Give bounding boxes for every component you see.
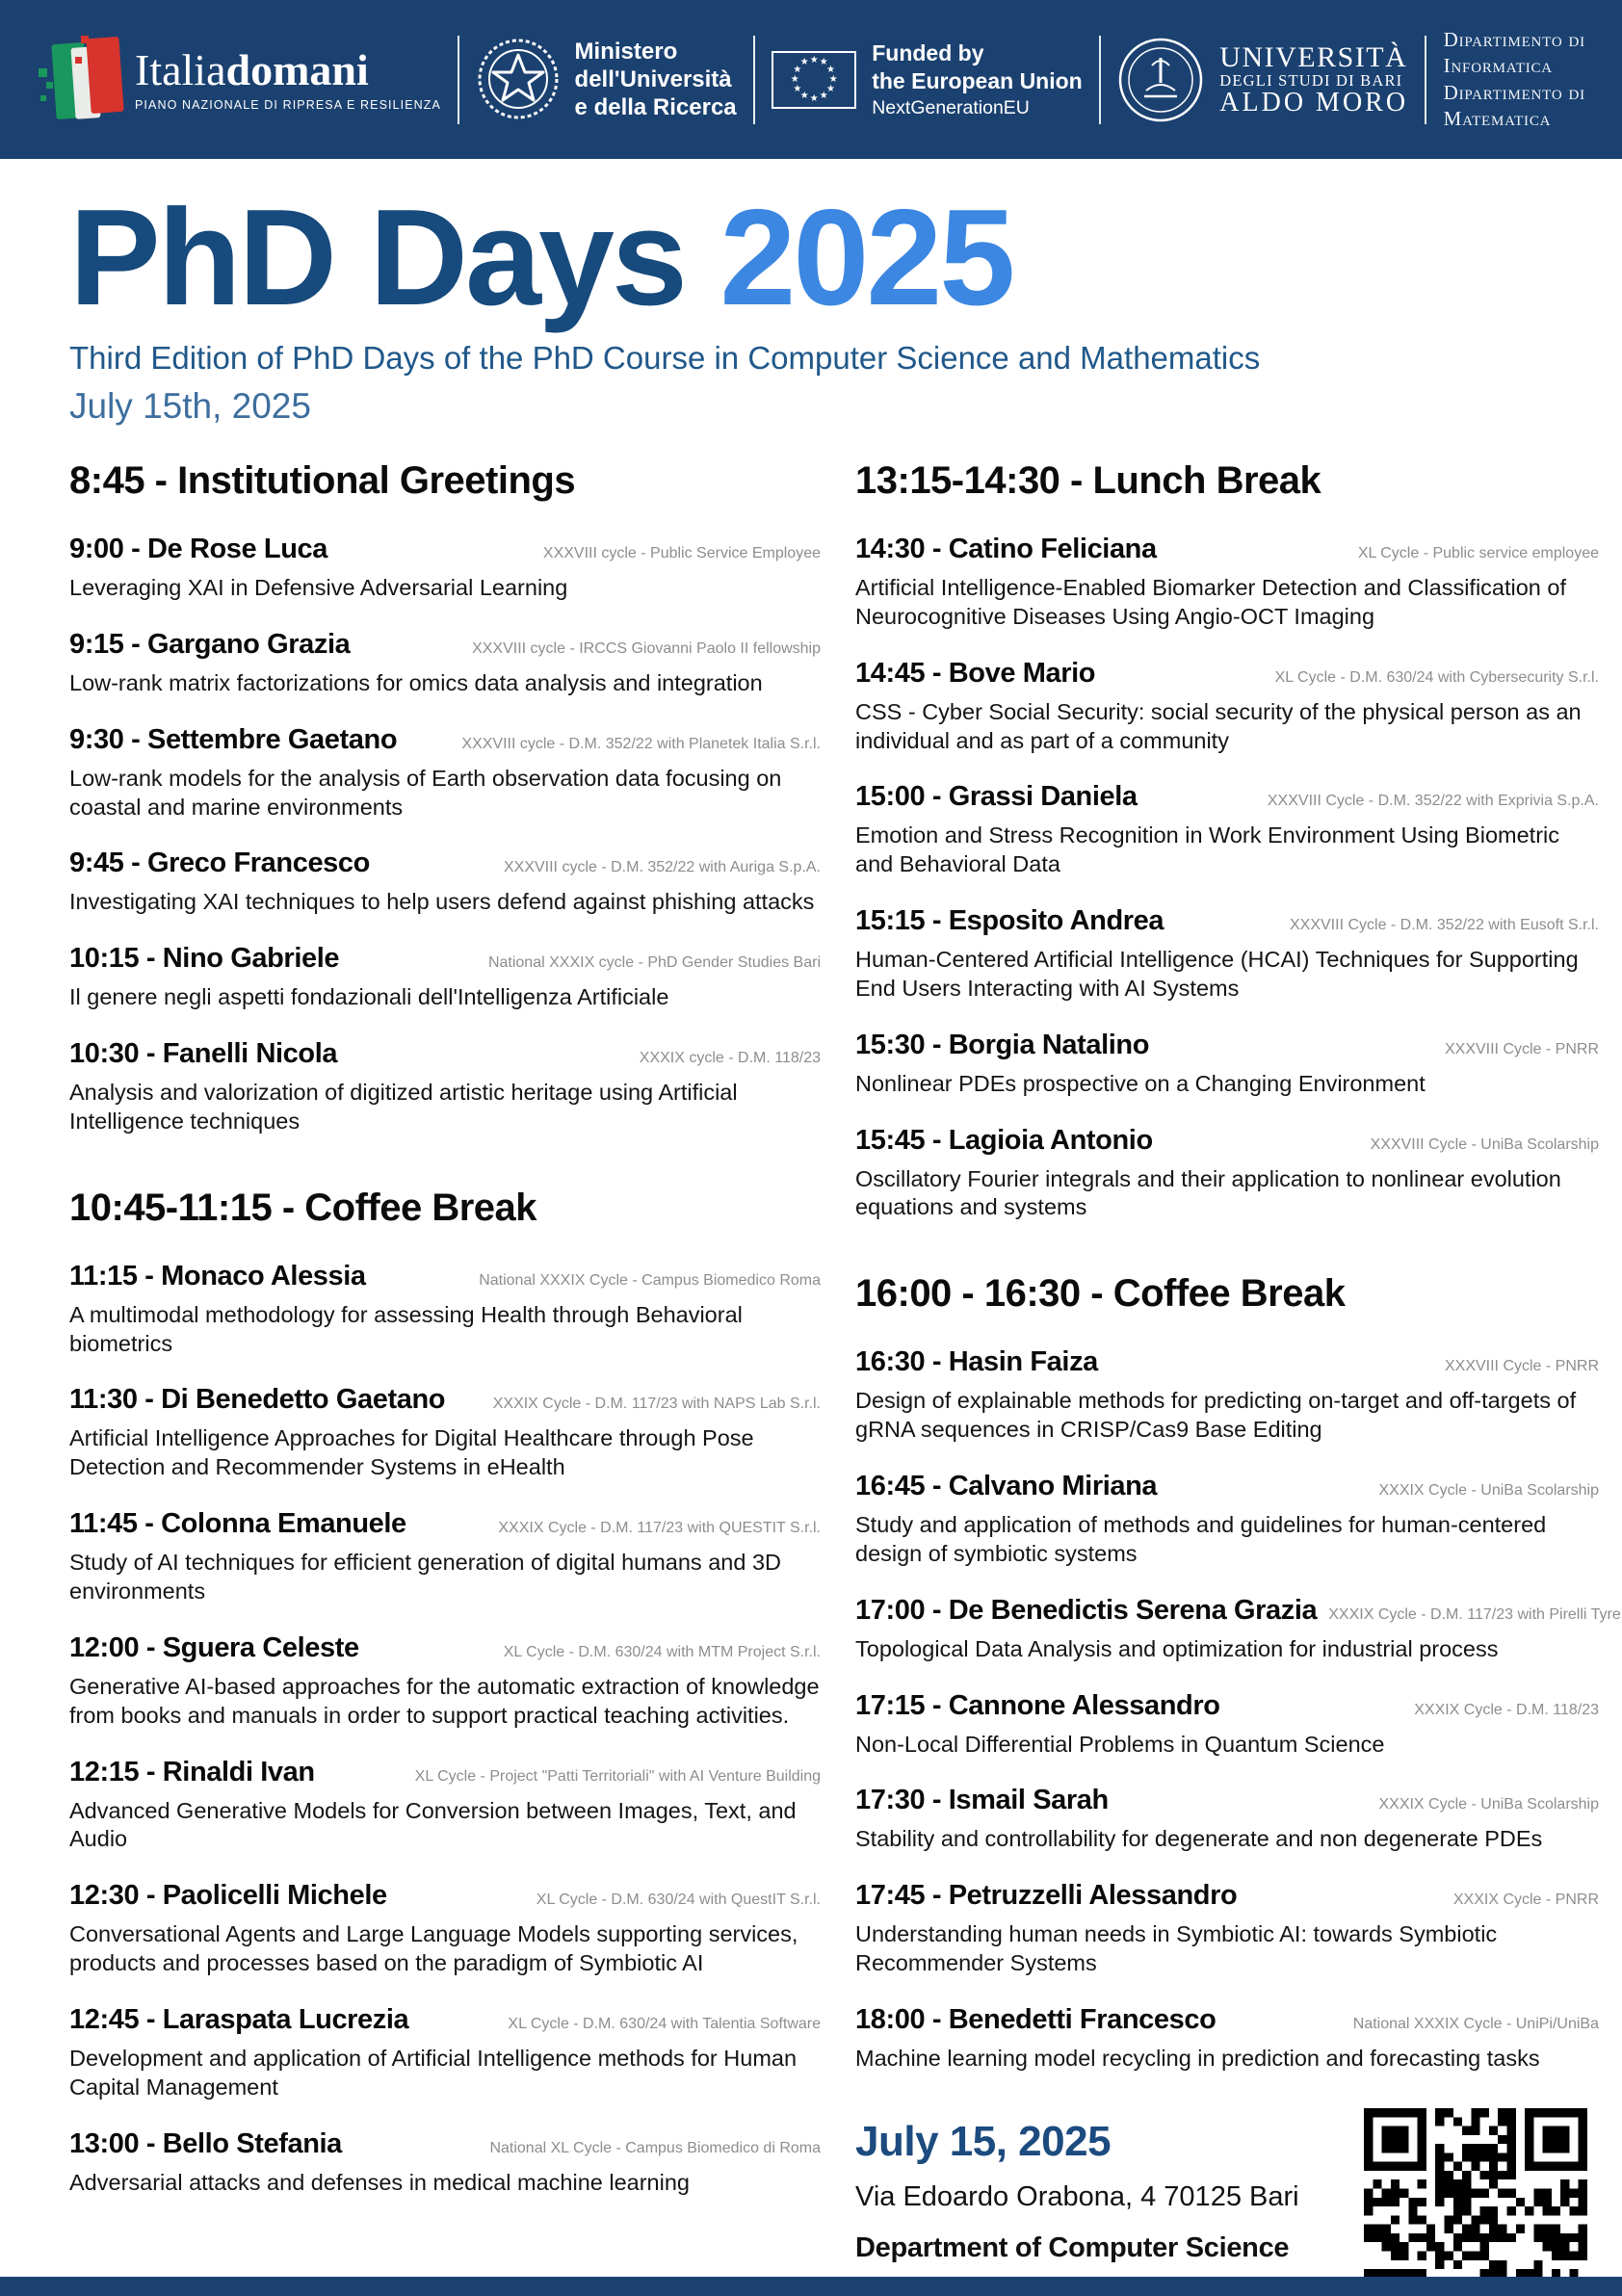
- schedule-entry: [69, 1508, 821, 1606]
- entry-talk-title: Stability and controllability for degenerate and non degenerate PDEs: [855, 1826, 1543, 1852]
- schedule-entry: [855, 1346, 1599, 1445]
- schedule-entry: [69, 1757, 821, 1855]
- schedule-entry: [69, 629, 821, 698]
- entry-time-name: 16:30 - Hasin Faiza: [855, 1346, 1098, 1378]
- entry-header-row: [69, 1261, 821, 1292]
- italiadomani-flag-icon: [37, 36, 119, 124]
- uniba-logo: [1117, 37, 1408, 123]
- entry-header-row: [855, 905, 1599, 937]
- entry-time-name: 14:30 - Catino Feliciana: [855, 534, 1157, 564]
- schedule-entry: [69, 534, 821, 603]
- entry-talk-title: Low-rank models for the analysis of Earth observation data focusing on coastal and marine environments: [69, 765, 782, 820]
- footer-bar: [0, 2277, 1622, 2296]
- entry-header-row: [855, 1346, 1599, 1378]
- schedule-entry: [69, 2128, 821, 2198]
- institutional-banner: [0, 0, 1622, 159]
- entry-cycle-label: XXXIX Cycle - UniBa Scolarship: [1378, 1481, 1599, 1499]
- schedule-section: [855, 1272, 1621, 2073]
- entry-cycle-label: XL Cycle - Project "Patti Territoriali" with AI Venture Building: [414, 1767, 821, 1785]
- entry-time-name: 18:00 - Benedetti Francesco: [855, 2003, 1216, 2035]
- entry-cycle-label: XXXIX Cycle - D.M. 117/23 with QUESTIT S.r.l.: [498, 1520, 821, 1537]
- entry-cycle-label: National XXXIX cycle - PhD Gender Studies Bari: [487, 954, 821, 972]
- eu-star-icon: ★: [826, 64, 836, 75]
- banner-divider: [753, 36, 755, 124]
- banner-divider: [1099, 36, 1101, 124]
- entry-header-row: [69, 534, 821, 565]
- schedule-entry: [69, 943, 821, 1012]
- venue-department: Department of Computer Science: [855, 2231, 1290, 2263]
- section-entries: [855, 1346, 1621, 2073]
- eu-funding-logo: [772, 39, 1083, 118]
- entry-cycle-label: XXXIX cycle - D.M. 118/23: [639, 1050, 821, 1067]
- entry-header-row: [69, 1038, 821, 1070]
- page-subtitle: Third Edition of PhD Days of the PhD Course in Computer Science and Mathematics: [69, 340, 1261, 376]
- schedule-entry: [69, 724, 821, 822]
- ministero-logo: [477, 38, 737, 122]
- entry-time-name: 9:15 - Gargano Grazia: [69, 628, 351, 660]
- entry-header-row: [855, 781, 1599, 813]
- banner-divider: [1425, 36, 1426, 124]
- entry-time-name: 17:30 - Ismail Sarah: [855, 1785, 1109, 1816]
- entry-header-row: [855, 658, 1599, 690]
- entry-cycle-label: XXXVIII cycle - Public Service Employee: [542, 545, 821, 561]
- entry-header-row: [69, 1384, 821, 1416]
- entry-cycle-label: XXXIX Cycle - D.M. 117/23 with NAPS Lab S.r.l.: [492, 1396, 821, 1413]
- entry-cycle-label: XXXIX Cycle - D.M. 117/23 with Pirelli Tyre: [1328, 1605, 1621, 1623]
- entry-cycle-label: XXXVIII Cycle - D.M. 352/22 with Eusoft S.r.l.: [1289, 917, 1599, 934]
- entry-talk-title: Artificial Intelligence Approaches for Digital Healthcare through Pose Detection and Recommender Systems in eHealth: [69, 1425, 754, 1480]
- entry-time-name: 14:45 - Bove Mario: [855, 657, 1096, 689]
- schedule-entry: [69, 2004, 821, 2102]
- entry-cycle-label: XXXVIII Cycle - UniBa Scolarship: [1370, 1135, 1599, 1153]
- ministero-text: Ministero dell'Università e della Ricerca: [574, 38, 737, 121]
- banner-divider: [458, 36, 459, 124]
- entry-header-row: [69, 724, 821, 756]
- entry-time-name: 10:30 - Fanelli Nicola: [69, 1038, 338, 1070]
- venue-block: [855, 2118, 1599, 2296]
- entry-time-name: 11:15 - Monaco Alessia: [69, 1260, 366, 1292]
- entry-header-row: [855, 534, 1599, 565]
- schedule-entry: [69, 1632, 821, 1731]
- schedule-entry: [69, 1261, 821, 1359]
- entry-cycle-label: XXXVIII Cycle - PNRR: [1444, 1040, 1599, 1057]
- page-date: July 15th, 2025: [69, 386, 311, 426]
- entry-time-name: 10:15 - Nino Gabriele: [69, 943, 340, 975]
- entry-header-row: [69, 2128, 821, 2160]
- schedule-entry: [855, 1880, 1599, 1978]
- schedule-column-left: [69, 459, 821, 2223]
- entry-talk-title: A multimodal methodology for assessing Health through Behavioral biometrics: [69, 1301, 743, 1356]
- entry-talk-title: Oscillatory Fourier integrals and their application to nonlinear evolution equations and systems: [855, 1165, 1561, 1220]
- entry-cycle-label: XXXIX Cycle - PNRR: [1452, 1892, 1599, 1909]
- schedule-entry: [855, 1030, 1599, 1099]
- entry-cycle-label: XL Cycle - D.M. 630/24 with Talentia Software: [508, 2015, 821, 2032]
- entry-cycle-label: XXXVIII Cycle - PNRR: [1444, 1358, 1599, 1375]
- entry-time-name: 11:45 - Colonna Emanuele: [69, 1508, 406, 1540]
- eu-text: Funded by the European Union NextGenerationEU: [872, 40, 1083, 118]
- ministero-emblem-icon: [477, 38, 560, 120]
- schedule-grid: [69, 459, 1621, 2296]
- entry-cycle-label: XXXVIII cycle - D.M. 352/22 with Auriga S.p.A.: [503, 859, 821, 876]
- schedule-entry: [855, 1125, 1599, 1223]
- entry-talk-title: Study of AI techniques for efficient generation of digital humans and 3D environments: [69, 1550, 781, 1604]
- entry-cycle-label: XL Cycle - D.M. 630/24 with QuestIT S.r.l.: [536, 1892, 821, 1909]
- entry-time-name: 17:00 - De Benedictis Serena Grazia: [855, 1594, 1318, 1626]
- eu-star-icon: ★: [819, 57, 828, 68]
- entry-talk-title: Nonlinear PDEs prospective on a Changing Environment: [855, 1070, 1426, 1096]
- entry-cycle-label: XL Cycle - Public service employee: [1357, 545, 1599, 561]
- venue-address: Via Edoardo Orabona, 4 70125 Bari: [855, 2180, 1299, 2212]
- entry-talk-title: Study and application of methods and guidelines for human-centered design of symbiotic systems: [855, 1511, 1547, 1566]
- entry-cycle-label: XL Cycle - D.M. 630/24 with MTM Project S.r.l.: [503, 1643, 821, 1660]
- venue-date: July 15, 2025: [855, 2117, 1112, 2165]
- entry-header-row: [69, 1508, 821, 1540]
- entry-cycle-label: XL Cycle - D.M. 630/24 with Cybersecurity S.r.l.: [1274, 668, 1599, 686]
- schedule-entry: [855, 534, 1599, 632]
- italiadomani-logo: [37, 36, 441, 124]
- entry-talk-title: Topological Data Analysis and optimization for industrial process: [855, 1635, 1499, 1661]
- entry-cycle-label: XXXIX Cycle - UniBa Scolarship: [1378, 1796, 1599, 1813]
- entry-time-name: 15:45 - Lagioia Antonio: [855, 1124, 1153, 1156]
- dipartimenti-text: Dipartimento di Informatica Dipartimento di Matematica: [1443, 27, 1585, 130]
- main-content: [0, 181, 1622, 2296]
- entry-cycle-label: XXXVIII cycle - D.M. 352/22 with Planetek Italia S.r.l.: [461, 735, 821, 752]
- entry-header-row: [69, 943, 821, 975]
- schedule-entry: [855, 658, 1599, 756]
- entry-time-name: 12:00 - Sguera Celeste: [69, 1631, 359, 1663]
- schedule-entry: [855, 1471, 1599, 1569]
- entry-cycle-label: National XXXIX Cycle - Campus Biomedico Roma: [479, 1271, 821, 1289]
- entry-talk-title: Development and application of Artificial Intelligence methods for Human Capital Management: [69, 2045, 798, 2100]
- schedule-section: [69, 1187, 821, 2198]
- schedule-column-right: [855, 459, 1621, 2296]
- entry-time-name: 9:00 - De Rose Luca: [69, 534, 327, 564]
- schedule-entry: [69, 1038, 821, 1136]
- entry-talk-title: CSS - Cyber Social Security: social security of the physical person as an individual and as part of a community: [855, 698, 1582, 753]
- section-header: 13:15-14:30 - Lunch Break: [855, 459, 1321, 502]
- italiadomani-subtitle: PIANO NAZIONALE DI RIPRESA E RESILIENZA: [135, 97, 441, 112]
- entry-time-name: 13:00 - Bello Stefania: [69, 2127, 342, 2159]
- entry-header-row: [855, 1030, 1599, 1061]
- eu-star-icon: ★: [826, 83, 836, 94]
- entry-talk-title: Human-Centered Artificial Intelligence (HCAI) Techniques for Supporting End Users Interacting with AI Systems: [855, 947, 1579, 1001]
- entry-cycle-label: National XXXIX Cycle - UniPi/UniBa: [1352, 2015, 1599, 2032]
- schedule-entry: [69, 848, 821, 917]
- entry-time-name: 17:15 - Cannone Alessandro: [855, 1689, 1220, 1721]
- entry-talk-title: Low-rank matrix factorizations for omics data analysis and integration: [69, 669, 763, 695]
- page-title-year: 2025: [719, 181, 1013, 334]
- italiadomani-wordmark: Italiadomani: [135, 44, 369, 94]
- entry-header-row: [69, 629, 821, 661]
- entry-time-name: 9:45 - Greco Francesco: [69, 848, 370, 879]
- entry-talk-title: Adversarial attacks and defenses in medical machine learning: [69, 2169, 690, 2195]
- eu-star-icon: ★: [828, 73, 838, 85]
- entry-header-row: [855, 1785, 1599, 1816]
- entry-talk-title: Design of explainable methods for predicting on-target and off-targets of gRNA sequences in CRISP/Cas9 Base Editing: [855, 1388, 1577, 1443]
- entry-talk-title: Conversational Agents and Large Language Models supporting services, products and processes based on the paradigm of Symbiotic AI: [69, 1921, 798, 1976]
- schedule-section: [69, 459, 821, 1136]
- schedule-entry: [69, 1384, 821, 1482]
- entry-header-row: [855, 1594, 1621, 1627]
- eu-flag-icon: [772, 51, 856, 109]
- entry-talk-title: Non-Local Differential Problems in Quantum Science: [855, 1731, 1385, 1757]
- entry-header-row: [69, 1757, 821, 1788]
- entry-talk-title: Generative AI-based approaches for the automatic extraction of knowledge from books and manuals in order to support practical teaching activities.: [69, 1673, 820, 1728]
- entry-talk-title: Machine learning model recycling in prediction and forecasting tasks: [855, 2045, 1540, 2071]
- entry-header-row: [855, 1690, 1599, 1722]
- entry-cycle-label: XXXVIII Cycle - D.M. 352/22 with Exprivia S.p.A.: [1267, 793, 1599, 810]
- entry-talk-title: Advanced Generative Models for Conversion between Images, Text, and Audio: [69, 1797, 797, 1852]
- entry-time-name: 17:45 - Petruzzelli Alessandro: [855, 1880, 1238, 1912]
- entry-header-row: [69, 848, 821, 879]
- section-entries: [855, 534, 1599, 1222]
- entry-talk-title: Understanding human needs in Symbiotic AI: towards Symbiotic Recommender Systems: [855, 1921, 1498, 1976]
- eu-star-icon: ★: [793, 83, 802, 94]
- entry-header-row: [855, 1880, 1599, 1912]
- uniba-seal-icon: [1117, 37, 1204, 123]
- entry-talk-title: Il genere negli aspetti fondazionali dell'Intelligenza Artificiale: [69, 984, 669, 1010]
- schedule-entry: [855, 781, 1599, 879]
- section-entries: [69, 534, 821, 1136]
- section-entries: [69, 1261, 821, 2198]
- uniba-text: UNIVERSITÀ DEGLI STUDI DI BARI ALDO MORO: [1219, 40, 1409, 118]
- entry-time-name: 12:30 - Paolicelli Michele: [69, 1880, 387, 1912]
- schedule-entry: [855, 905, 1599, 1004]
- eu-star-icon: ★: [819, 90, 828, 101]
- eu-star-icon: ★: [799, 90, 809, 101]
- entry-header-row: [855, 1471, 1599, 1502]
- eu-star-icon: ★: [799, 57, 809, 68]
- schedule-entry: [69, 1880, 821, 1978]
- qr-code: [1364, 2108, 1587, 2296]
- schedule-section: [855, 459, 1599, 1222]
- section-header: 16:00 - 16:30 - Coffee Break: [855, 1272, 1346, 1316]
- venue-info: [855, 2118, 1299, 2296]
- schedule-entry: [855, 2004, 1599, 2074]
- entry-cycle-label: National XL Cycle - Campus Biomedico di Roma: [489, 2139, 821, 2156]
- entry-talk-title: Artificial Intelligence-Enabled Biomarker Detection and Classification of Neurocognitive Diseases Using Angio-OCT Imaging: [855, 575, 1567, 629]
- entry-header-row: [855, 2004, 1599, 2036]
- entry-time-name: 16:45 - Calvano Miriana: [855, 1470, 1158, 1501]
- entry-time-name: 15:00 - Grassi Daniela: [855, 781, 1138, 813]
- eu-star-icon: ★: [809, 92, 819, 104]
- schedule-entry: [855, 1690, 1599, 1760]
- entry-header-row: [69, 1632, 821, 1664]
- eu-star-icon: ★: [790, 73, 799, 85]
- entry-time-name: 12:15 - Rinaldi Ivan: [69, 1756, 315, 1787]
- entry-talk-title: Investigating XAI techniques to help users defend against phishing attacks: [69, 889, 815, 915]
- entry-time-name: 9:30 - Settembre Gaetano: [69, 723, 398, 755]
- entry-time-name: 15:15 - Esposito Andrea: [855, 905, 1164, 937]
- entry-talk-title: Analysis and valorization of digitized artistic heritage using Artificial Intelligence techniques: [69, 1080, 738, 1134]
- entry-cycle-label: XXXVIII cycle - IRCCS Giovanni Paolo II fellowship: [472, 639, 821, 657]
- section-header: 10:45-11:15 - Coffee Break: [69, 1186, 537, 1229]
- section-header: 8:45 - Institutional Greetings: [69, 459, 576, 502]
- entry-time-name: 12:45 - Laraspata Lucrezia: [69, 2003, 409, 2035]
- entry-talk-title: Leveraging XAI in Defensive Adversarial Learning: [69, 575, 568, 600]
- entry-header-row: [69, 1880, 821, 1912]
- eu-star-icon: ★: [809, 54, 819, 65]
- eu-star-icon: ★: [793, 64, 802, 75]
- entry-time-name: 11:30 - Di Benedetto Gaetano: [69, 1384, 446, 1416]
- schedule-entry: [855, 1594, 1621, 1664]
- page-title: PhD Days 2025: [69, 181, 1013, 334]
- entry-talk-title: Emotion and Stress Recognition in Work Environment Using Biometric and Behavioral Data: [855, 822, 1559, 877]
- entry-time-name: 15:30 - Borgia Natalino: [855, 1029, 1150, 1060]
- schedule-entry: [855, 1785, 1599, 1854]
- entry-cycle-label: XXXIX Cycle - D.M. 118/23: [1414, 1701, 1599, 1718]
- entry-header-row: [69, 2004, 821, 2036]
- entry-header-row: [855, 1125, 1599, 1157]
